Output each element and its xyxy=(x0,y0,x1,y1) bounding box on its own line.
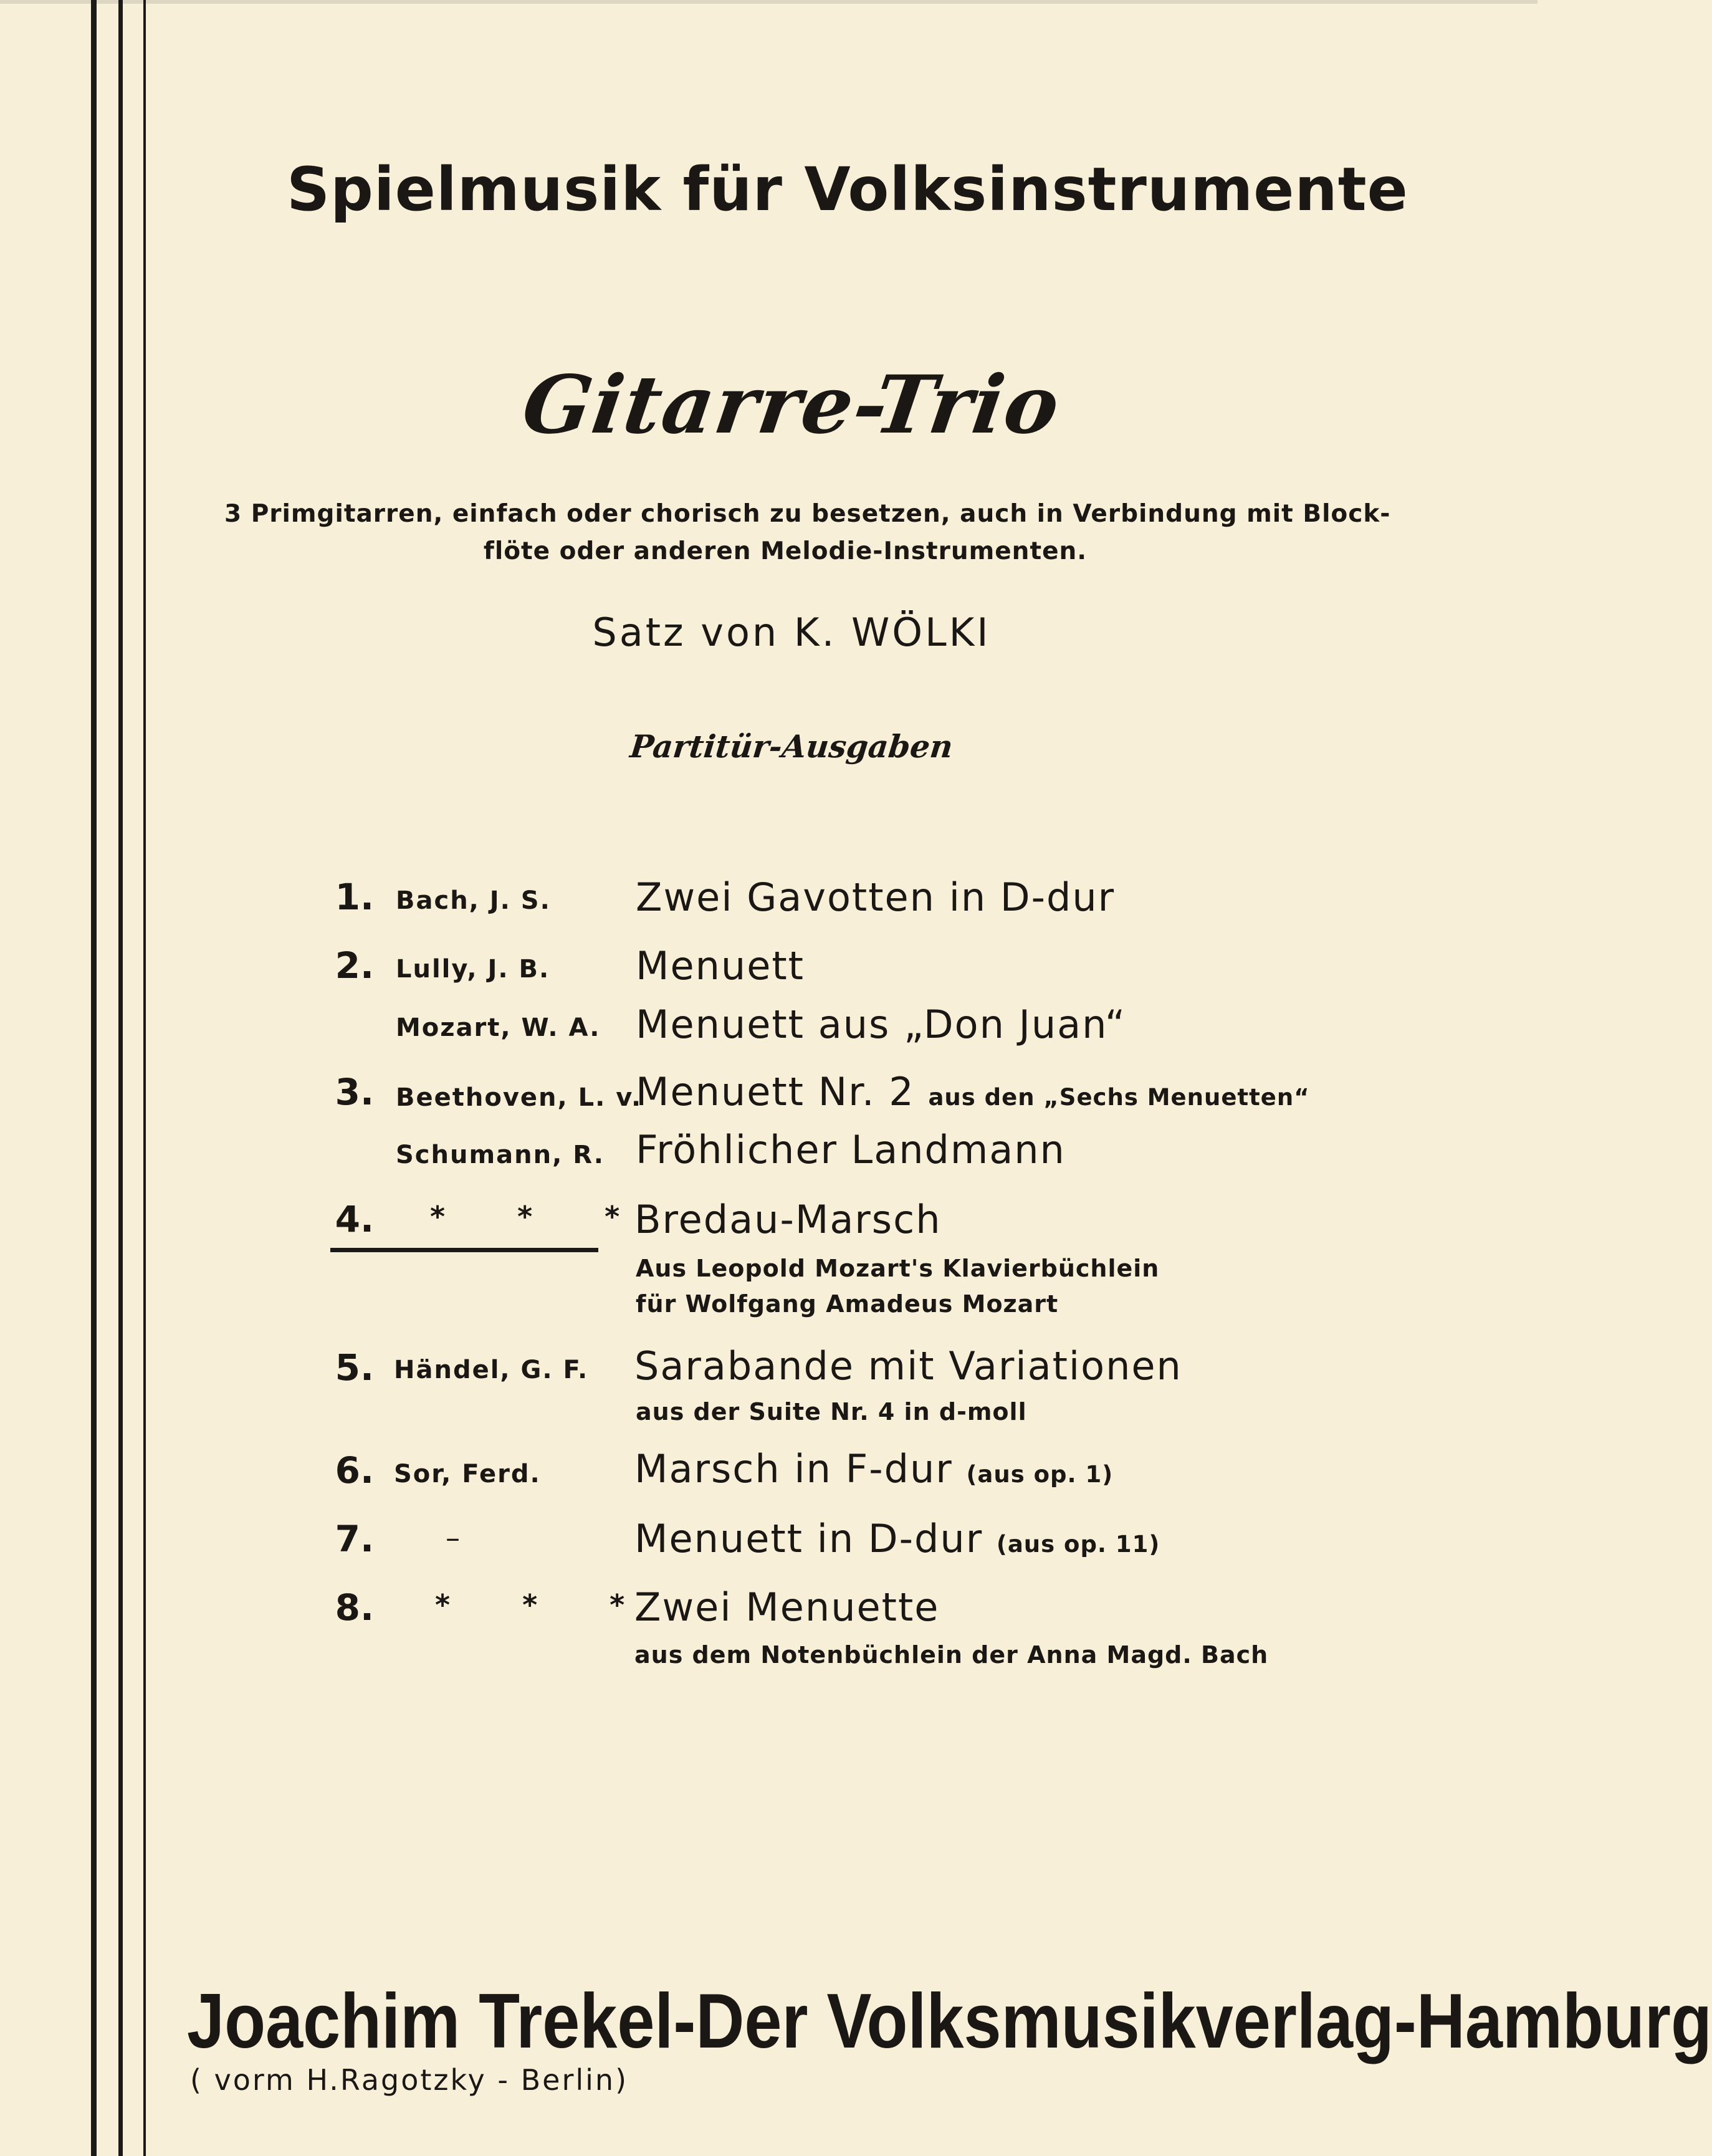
catalog-number: 8. xyxy=(335,1586,374,1629)
work-title: Fröhlicher Landmann xyxy=(636,1127,1066,1172)
catalog-number: 2. xyxy=(335,944,374,987)
work-note: (aus op. 11) xyxy=(996,1531,1160,1558)
catalog-number: 7. xyxy=(335,1518,374,1560)
work-title: Menuett xyxy=(636,943,805,989)
border-rule-3 xyxy=(143,0,146,2156)
catalog-number: 5. xyxy=(335,1346,374,1389)
instrumentation-description xyxy=(224,496,1391,570)
work-title: Zwei Menuette xyxy=(634,1584,940,1630)
composer: Beethoven, L. v. xyxy=(396,1083,643,1112)
description-line-2: flöte oder anderen Melodie-Instrumenten. xyxy=(483,537,1088,565)
description-line-1: 3 Primgitarren, einfach oder chorisch zu besetzen, auch in Verbindung mit Block- xyxy=(224,500,1391,528)
main-title: Gitarre-Trio xyxy=(517,358,1066,452)
work-title xyxy=(634,1516,1160,1561)
work-title: Sarabande mit Variationen xyxy=(634,1343,1182,1389)
work-title-main: Menuett Nr. 2 xyxy=(636,1069,915,1114)
arranger: Satz von K. WÖLKI xyxy=(592,610,991,655)
work-title: Zwei Gavotten in D-dur xyxy=(636,874,1116,920)
work-subtitle: Aus Leopold Mozart's Klavierbüchlein xyxy=(636,1255,1160,1282)
catalog-number: 3. xyxy=(335,1071,374,1113)
composer: – xyxy=(446,1521,460,1555)
work-title xyxy=(636,1069,1310,1114)
work-title: Bredau-Marsch xyxy=(634,1197,942,1242)
entry-underline xyxy=(330,1248,598,1252)
catalog-number: 4. xyxy=(335,1198,374,1240)
page-top-edge xyxy=(0,0,1537,4)
work-subtitle: aus der Suite Nr. 4 in d-moll xyxy=(636,1398,1027,1425)
composer: Schumann, R. xyxy=(396,1141,605,1169)
work-title-main: Menuett in D-dur xyxy=(634,1516,983,1561)
anonymous-composer-mark: * * * xyxy=(430,1200,651,1234)
work-title-main: Marsch in F-dur xyxy=(634,1446,953,1492)
composer: Mozart, W. A. xyxy=(396,1013,601,1042)
border-rule-2 xyxy=(118,0,123,2156)
series-title: Spielmusik für Volksinstrumente xyxy=(287,155,1408,224)
composer: Bach, J. S. xyxy=(396,886,551,915)
publisher: Joachim Trekel-Der Volksmusikverlag-Hamburg xyxy=(187,1977,1712,2064)
publisher-former-name: ( vorm H.Ragotzky - Berlin) xyxy=(190,2063,629,2097)
edition-heading: Partitür-Ausgaben xyxy=(628,728,955,765)
catalog-number: 6. xyxy=(335,1449,374,1492)
composer: Händel, G. F. xyxy=(394,1356,589,1384)
work-title xyxy=(634,1446,1113,1492)
work-note: (aus op. 1) xyxy=(966,1461,1114,1488)
composer: Lully, J. B. xyxy=(396,955,550,984)
anonymous-composer-mark: * * * xyxy=(435,1588,656,1622)
composer: Sor, Ferd. xyxy=(394,1460,541,1488)
work-subtitle: aus dem Notenbüchlein der Anna Magd. Bach xyxy=(634,1641,1269,1669)
catalog-number: 1. xyxy=(335,876,374,918)
work-note: aus den „Sechs Menuetten“ xyxy=(928,1084,1310,1111)
border-rule-1 xyxy=(91,0,97,2156)
work-title: Menuett aus „Don Juan“ xyxy=(636,1002,1127,1047)
work-subtitle: für Wolfgang Amadeus Mozart xyxy=(636,1290,1059,1318)
